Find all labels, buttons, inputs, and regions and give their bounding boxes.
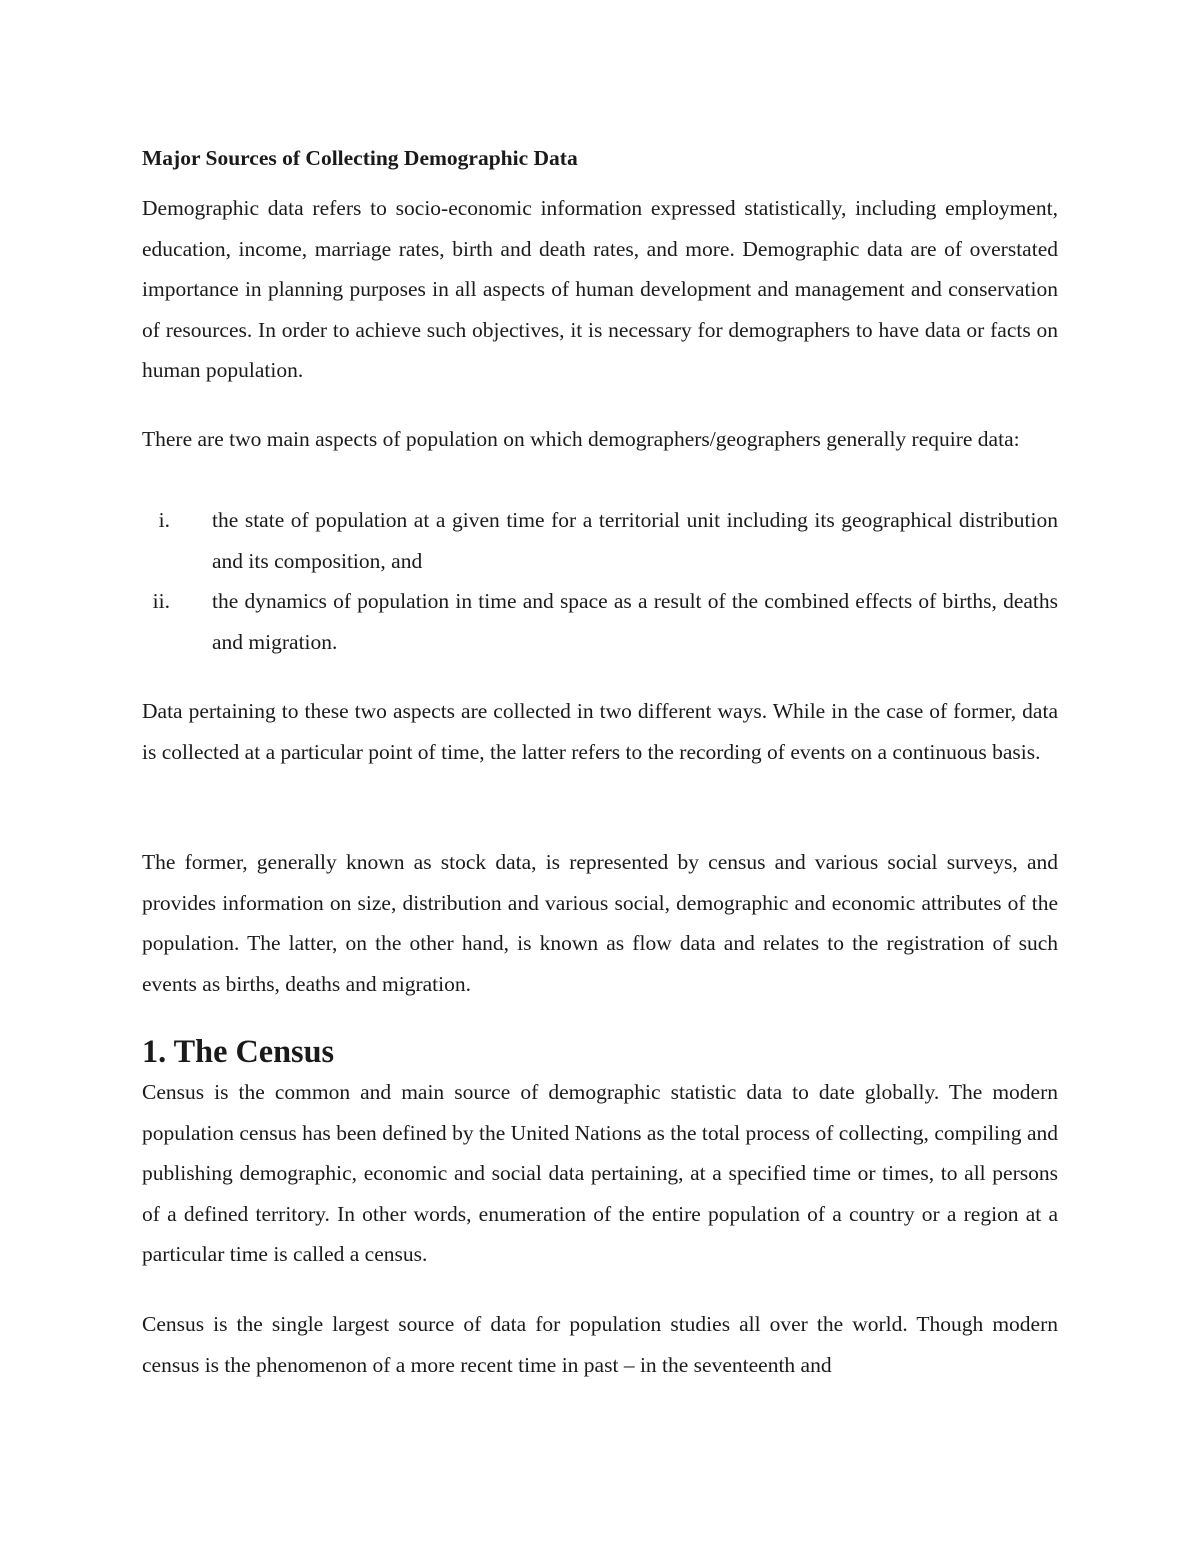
section-heading-census: 1. The Census xyxy=(142,1033,335,1069)
aspects-list xyxy=(142,500,1058,662)
list-item xyxy=(142,581,1058,662)
paragraph-collection-ways: Data pertaining to these two aspects are collected in two different ways. While in the case of former, data is collected at a particular point of time, the latter refers to the recording of events on a continuous basis. xyxy=(142,699,1058,764)
paragraph-two-aspects: There are two main aspects of population on which demographers/geographers generally require data: xyxy=(142,427,1020,451)
paragraph-census-definition: Census is the common and main source of demographic statistic data to date globally. The modern population census has been defined by the United Nations as the total process of collecting, compiling and publishing demographic, economic and social data pertaining, at a specified time or times, to all persons of a defined territory. In other words, enumeration of the entire population of a country or a region at a particular time is called a census. xyxy=(142,1080,1058,1267)
list-item xyxy=(142,500,1058,581)
list-item-text: the dynamics of population in time and space as a result of the combined effects of births, deaths and migration. xyxy=(212,589,1058,654)
paragraph-definition: Demographic data refers to socio-economic information expressed statistically, including employment, education, income, marriage rates, birth and death rates, and more. Demographic data are of overstated importance in planning purposes in all aspects of human development and management and conservation of resources. In order to achieve such objectives, it is necessary for demographers to have data or facts on human population. xyxy=(142,196,1058,383)
paragraph-stock-flow: The former, generally known as stock data, is represented by census and various social surveys, and provides information on size, distribution and various social, demographic and economic attributes of the population. The latter, on the other hand, is known as flow data and relates to the registration of such events as births, deaths and migration. xyxy=(142,850,1058,996)
document-title: Major Sources of Collecting Demographic Data xyxy=(142,146,578,170)
list-item-number: ii. xyxy=(152,589,170,614)
list-item-text: the state of population at a given time for a territorial unit including its geographical distribution and its composition, and xyxy=(212,508,1058,573)
paragraph-census-source: Census is the single largest source of data for population studies all over the world. Though modern census is the phenomenon of a more recent time in past – in the seventeenth and xyxy=(142,1312,1058,1377)
list-item-number: i. xyxy=(158,508,170,532)
